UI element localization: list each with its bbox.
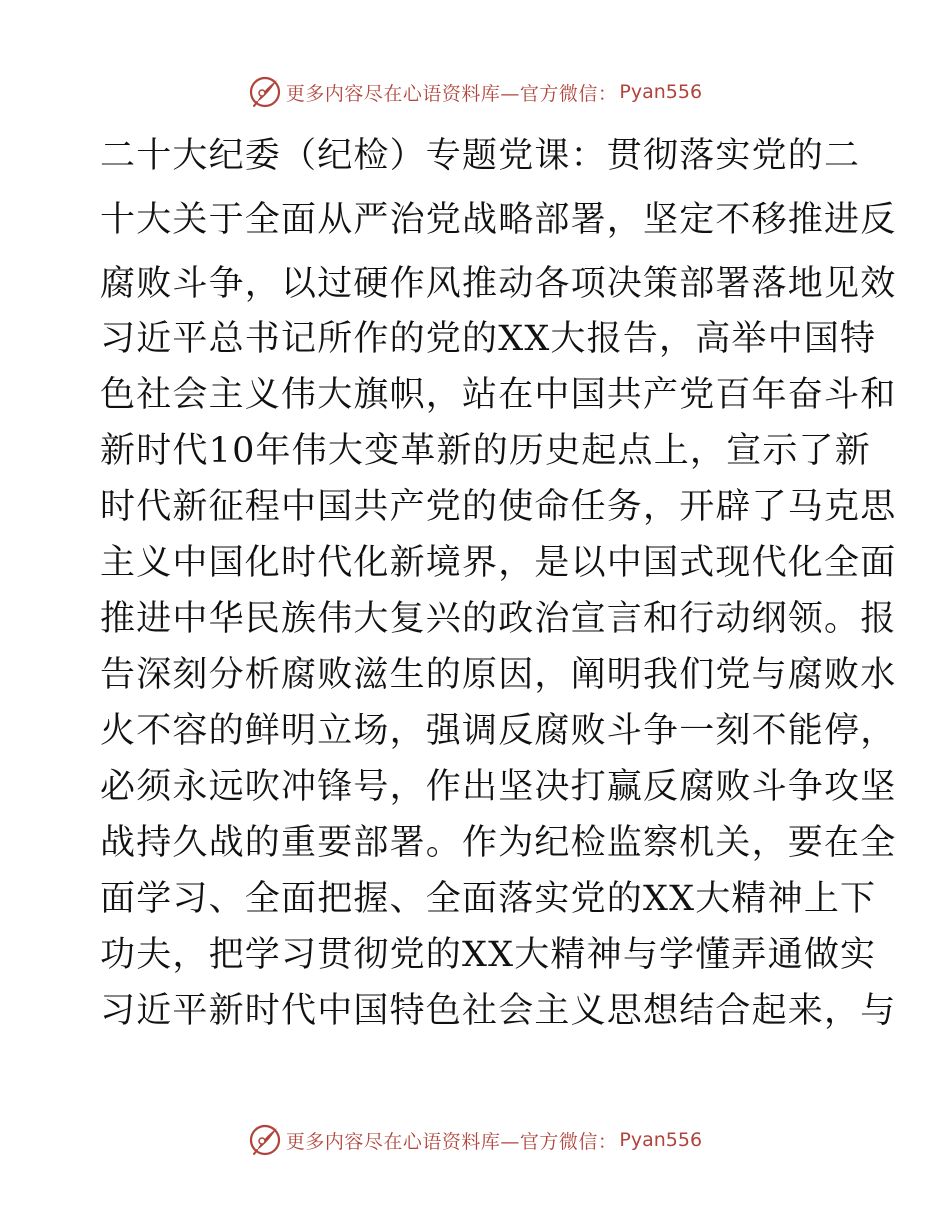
body-line: 主义中国化时代化新境界，是以中国式现代化全面 xyxy=(100,543,897,583)
title-line: 二十大纪委（纪检）专题党课：贯彻落实党的二 xyxy=(100,136,861,176)
body-line: 必须永远吹冲锋号，作出坚决打赢反腐败斗争攻坚 xyxy=(100,767,897,807)
body-paragraph xyxy=(100,311,897,1039)
title-line: 腐败斗争，以过硬作风推动各项决策部署落地见效 xyxy=(100,264,897,304)
body-line: 推进中华民族伟大复兴的政治宣言和行动纲领。报 xyxy=(100,599,897,639)
body-line: 时代新征程中国共产党的使命任务，开辟了马克思 xyxy=(100,487,897,527)
body-line: 火不容的鲜明立场，强调反腐败斗争一刻不能停， xyxy=(100,711,897,751)
body-line: 新时代10年伟大变革新的历史起点上，宣示了新 xyxy=(100,431,871,471)
body-line: 习近平新时代中国特色社会主义思想结合起来，与 xyxy=(100,991,897,1031)
body-line: 面学习、全面把握、全面落实党的XX大精神上下 xyxy=(100,879,877,919)
watermark-text: 更多内容尽在心语资料库—官方微信： xyxy=(285,1130,618,1153)
quill-logo-icon xyxy=(248,1123,282,1157)
body-line: 告深刻分析腐败滋生的原因，阐明我们党与腐败水 xyxy=(100,655,897,695)
body-line: 习近平总书记所作的党的XX大报告，高举中国特 xyxy=(100,319,877,359)
header-watermark xyxy=(0,72,950,112)
body-line: 功夫，把学习贯彻党的XX大精神与学懂弄通做实 xyxy=(100,935,877,975)
quill-logo-icon xyxy=(248,75,282,109)
body-line: 战持久战的重要部署。作为纪检监察机关，要在全 xyxy=(100,823,897,863)
watermark-wechat-handle: Pyan556 xyxy=(619,1129,703,1151)
body-line: 色社会主义伟大旗帜，站在中国共产党百年奋斗和 xyxy=(100,375,897,415)
document-title xyxy=(100,124,897,316)
title-line: 十大关于全面从严治党战略部署，坚定不移推进反 xyxy=(100,200,897,240)
watermark-text: 更多内容尽在心语资料库—官方微信： xyxy=(285,82,618,105)
footer-watermark xyxy=(0,1120,950,1160)
watermark-wechat-handle: Pyan556 xyxy=(619,81,703,103)
